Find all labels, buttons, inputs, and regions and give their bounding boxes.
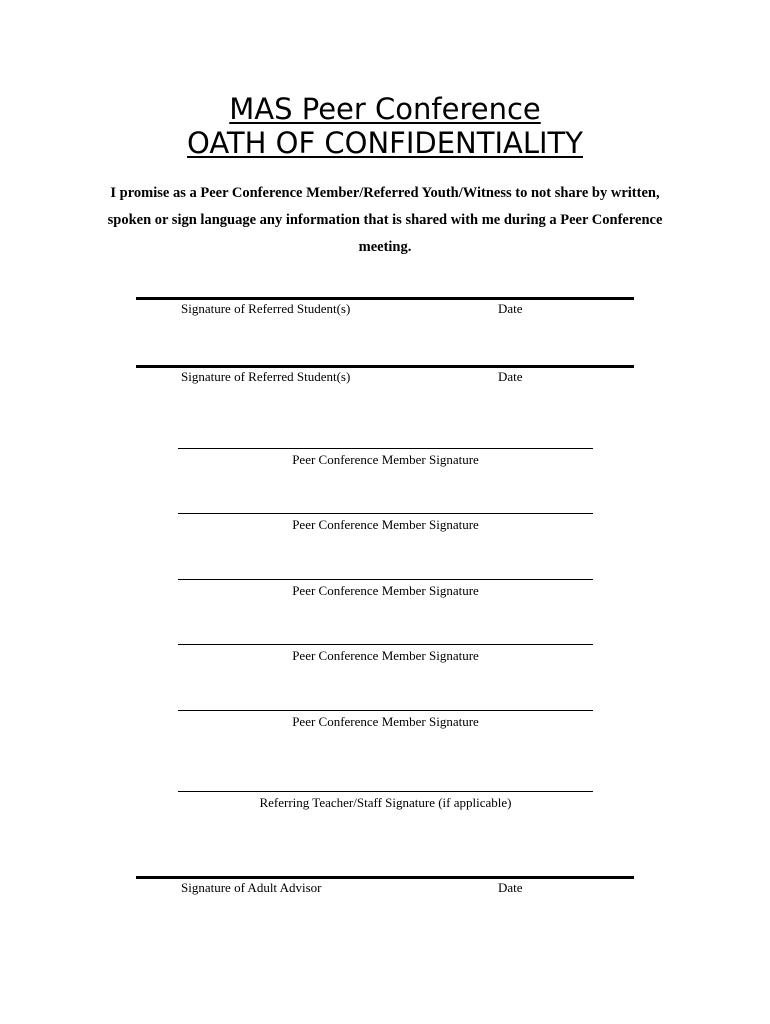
document-title: [0, 92, 770, 160]
student-signature-line-2[interactable]: [136, 365, 634, 368]
student-signature-label-2: Signature of Referred Student(s): [181, 369, 351, 384]
advisor-date-label: Date: [498, 880, 523, 895]
student-date-label-2: Date: [498, 369, 523, 384]
member-signature-line-1[interactable]: [178, 448, 593, 449]
teacher-signature-line[interactable]: [178, 791, 593, 792]
member-signature-line-4[interactable]: [178, 644, 593, 645]
teacher-signature-label: Referring Teacher/Staff Signature (if applicable): [259, 795, 512, 810]
member-signature-label-1: Peer Conference Member Signature: [292, 452, 479, 467]
member-signature-label-3: Peer Conference Member Signature: [292, 583, 479, 598]
oath-line-3: meeting.: [358, 239, 412, 255]
student-date-label-1: Date: [498, 301, 523, 316]
student-signature-label-1: Signature of Referred Student(s): [181, 301, 351, 316]
member-signature-label-2: Peer Conference Member Signature: [292, 517, 479, 532]
member-signature-line-5[interactable]: [178, 710, 593, 711]
member-signature-line-3[interactable]: [178, 579, 593, 580]
advisor-signature-line[interactable]: [136, 876, 634, 879]
member-signature-label-5: Peer Conference Member Signature: [292, 714, 479, 729]
oath-line-2: spoken or sign language any information that is shared with me during a Peer Conference: [107, 212, 663, 228]
student-signature-line-1[interactable]: [136, 297, 634, 300]
member-signature-line-2[interactable]: [178, 513, 593, 514]
title-line-1: MAS Peer Conference: [229, 92, 541, 126]
title-line-2: OATH OF CONFIDENTIALITY: [187, 126, 583, 160]
oath-line-1: I promise as a Peer Conference Member/Referred Youth/Witness to not share by written,: [110, 185, 660, 201]
oath-paragraph: [80, 180, 690, 261]
member-signature-label-4: Peer Conference Member Signature: [292, 648, 479, 663]
advisor-signature-label: Signature of Adult Advisor: [181, 880, 322, 895]
